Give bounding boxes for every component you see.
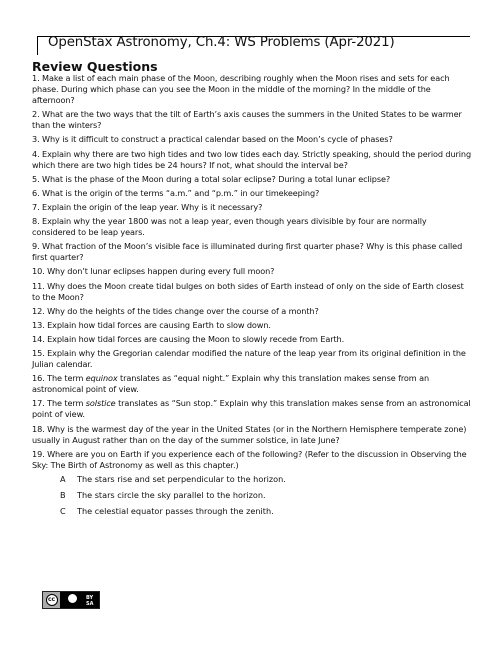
page-title: OpenStax Astronomy, Ch.4: WS Problems (Apr-2021) — [48, 35, 395, 50]
attribution-icon — [68, 594, 77, 603]
option-a-text: The stars rise and set perpendicular to the horizon. — [77, 473, 286, 484]
option-a-letter: A — [60, 473, 66, 484]
question-8: 8. Explain why the year 1800 was not a leap year, even though years divisible by four are normally considered to be leap years. — [32, 216, 427, 238]
question-5: 5. What is the phase of the Moon during a total solar eclipse? During a total lunar eclipse? — [32, 173, 391, 184]
question-16-term: equinox — [85, 373, 118, 384]
cc-logo-area — [43, 592, 60, 608]
question-17-term: solstice — [85, 398, 116, 409]
question-13: 13. Explain how tidal forces are causing Earth to slow down. — [32, 319, 271, 330]
option-a — [60, 474, 472, 485]
option-b — [60, 490, 472, 501]
question-16-pre: 16. The term — [32, 373, 86, 384]
question-17-post: translates as “Sun stop.” Explain why this translation makes sense from an astronomical point of view. — [32, 398, 471, 420]
question-14: 14. Explain how tidal forces are causing the Moon to slowly recede from Earth. — [32, 333, 345, 344]
question-15: 15. Explain why the Gregorian calendar modified the nature of the leap year from its original definition in the Julian calendar. — [32, 347, 466, 370]
question-16-post: translates as “equal night.” Explain why this translation makes sense from an astronomical point of view. — [32, 373, 430, 395]
question-11: 11. Why does the Moon create tidal bulges on both sides of Earth instead of only on the side of Earth closest to the Moon? — [32, 280, 464, 302]
question-19-options — [60, 474, 472, 517]
option-b-letter: B — [60, 489, 66, 500]
question-list — [32, 73, 472, 522]
option-c-letter: C — [60, 505, 66, 516]
question-19: 19. Where are you on Earth if you experience each of the following? (Refer to the discussion in Observing the Sky: The Birth of Astronomy as well as this chapter.) — [32, 448, 467, 470]
option-b-text: The stars circle the sky parallel to the horizon. — [77, 489, 266, 500]
license-badge-dark — [60, 592, 99, 608]
question-16 — [32, 373, 472, 395]
question-17-pre: 17. The term — [32, 398, 86, 409]
question-18: 18. Why is the warmest day of the year in the United States (or in the Northern Hemisphere temperate zone) usually in August rather than on the day of the summer solstice, in late June? — [32, 423, 467, 445]
option-c — [60, 506, 472, 517]
license-text: BY SA — [86, 595, 94, 607]
question-12: 12. Why do the heights of the tides change over the course of a month? — [32, 305, 319, 316]
section-heading: Review Questions — [32, 59, 158, 74]
cc-circle-icon: cc — [46, 594, 58, 606]
cc-by-license-icon — [42, 591, 100, 609]
question-6: 6. What is the origin of the terms “a.m.” and “p.m.” in our timekeeping? — [32, 187, 320, 198]
question-10: 10. Why don’t lunar eclipses happen during every full moon? — [32, 266, 275, 277]
question-2: 2. What are the two ways that the tilt of Earth’s axis causes the summers in the United States to be warmer than the winters? — [32, 109, 462, 131]
question-9: 9. What fraction of the Moon’s visible face is illuminated during first quarter phase? Why is this phase called first quarter? — [32, 241, 463, 263]
option-c-text: The celestial equator passes through the zenith. — [77, 505, 274, 516]
question-4: 4. Explain why there are two high tides and two low tides each day. Strictly speaking, should the period during which there are two high tides be 24 hours? If not, what should the interval be? — [32, 148, 472, 170]
question-3: 3. Why is it difficult to construct a practical calendar based on the Moon’s cycle of phases? — [32, 134, 393, 145]
question-1: 1. Make a list of each main phase of the Moon, describing roughly when the Moon rises and sets for each phase. During which phase can you see the Moon in the middle of the morning? In the middle of the afternoon? — [32, 73, 450, 106]
question-17 — [32, 398, 472, 420]
question-7: 7. Explain the origin of the leap year. Why is it necessary? — [32, 201, 263, 212]
